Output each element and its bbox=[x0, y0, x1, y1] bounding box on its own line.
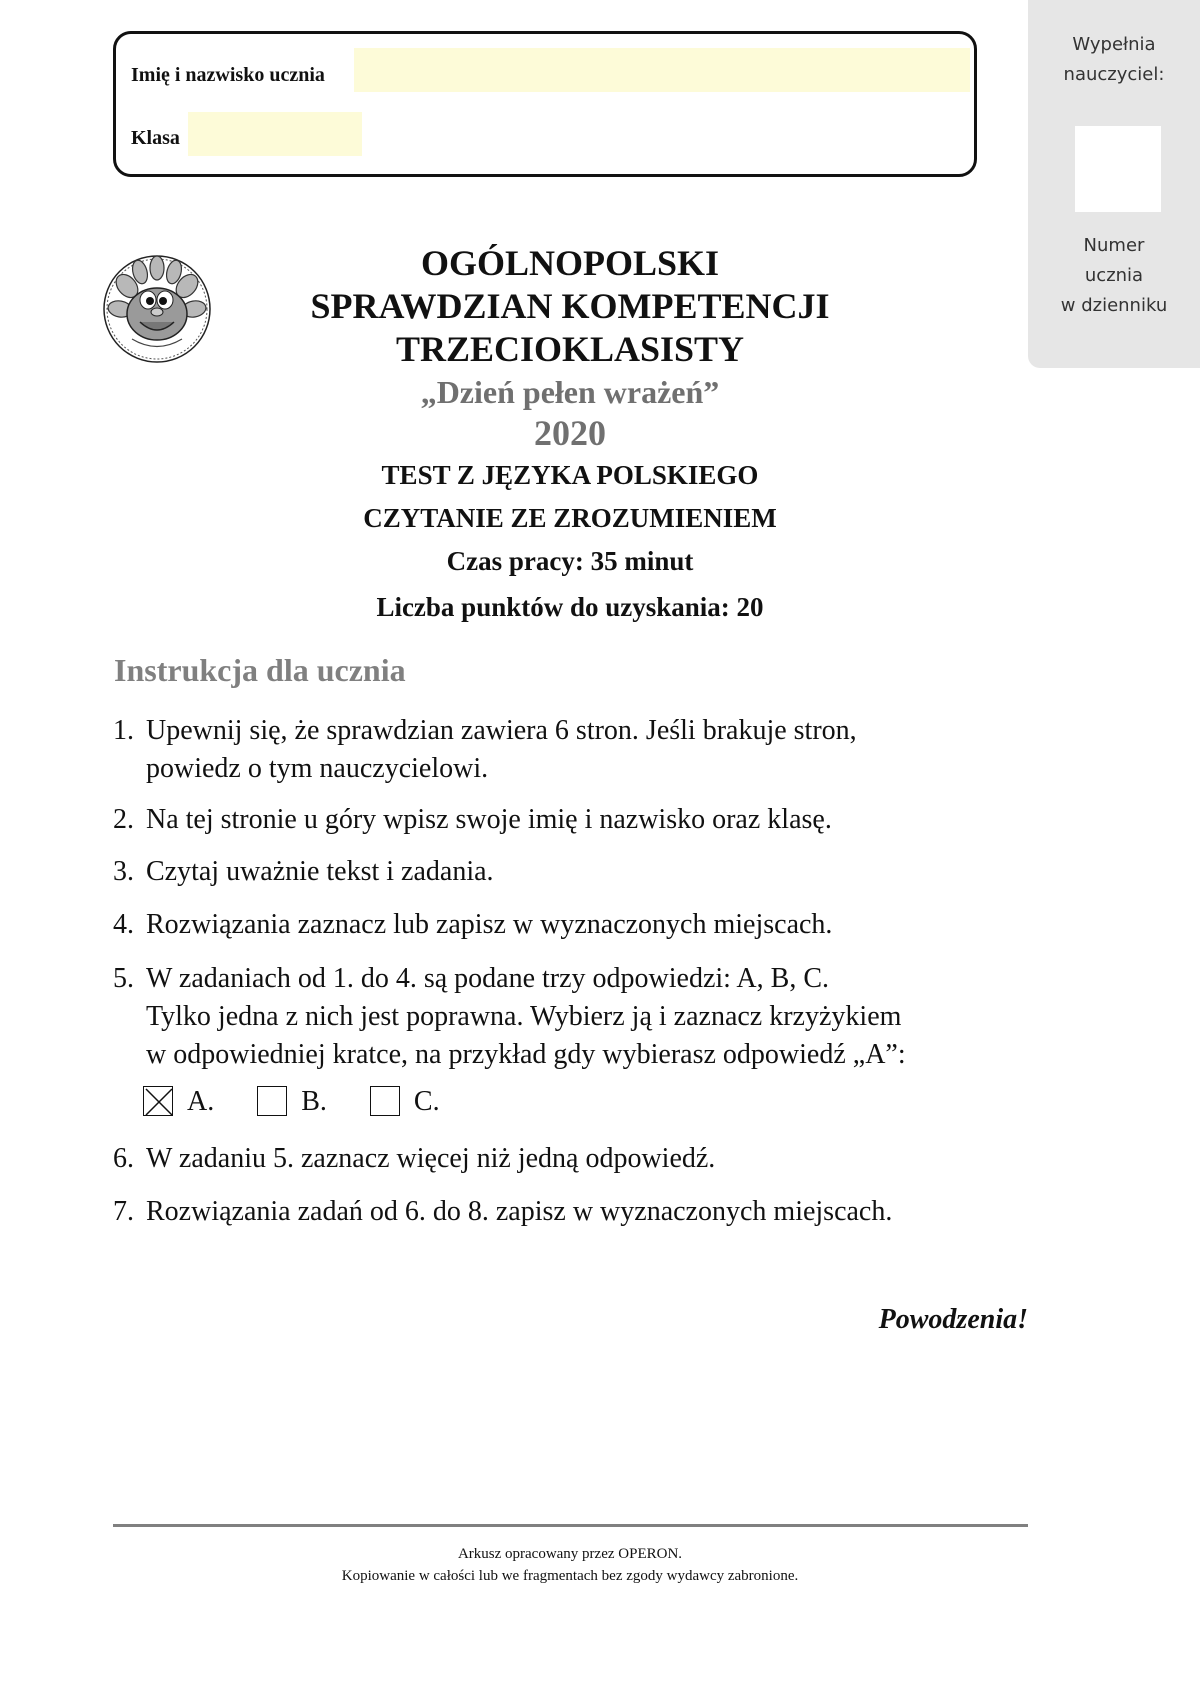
closing-wish: Powodzenia! bbox=[878, 1304, 1028, 1335]
teacher-panel bbox=[1028, 0, 1200, 368]
instruction-item: 3. Czytaj uważnie tekst i zadania. bbox=[113, 856, 494, 887]
footer-publisher: Arkusz opracowany przez OPERON. bbox=[457, 1546, 683, 1562]
instruction-item: 1. Upewnij się, że sprawdzian zawiera 6 stron. Jeśli brakuje stron, powiedz o tym nauczycielowi. bbox=[113, 715, 857, 784]
empty-checkbox-icon bbox=[370, 1086, 400, 1116]
student-number-label-3: w dzienniku bbox=[1060, 295, 1168, 316]
student-number-label-2: ucznia bbox=[1084, 265, 1144, 286]
example-option-b[interactable]: B. bbox=[257, 1086, 327, 1118]
checked-checkbox-icon bbox=[143, 1086, 173, 1116]
example-option-a[interactable]: A. bbox=[143, 1086, 214, 1118]
example-option-c[interactable]: C. bbox=[370, 1086, 440, 1118]
title-year: 2020 bbox=[534, 413, 606, 453]
footer-divider bbox=[113, 1524, 1028, 1527]
student-name-field[interactable] bbox=[354, 48, 970, 92]
empty-checkbox-icon bbox=[257, 1086, 287, 1116]
test-time: Czas pracy: 35 minut bbox=[446, 546, 694, 576]
example-answer-row bbox=[143, 1086, 476, 1126]
student-info-box bbox=[113, 31, 977, 177]
instruction-item: 4. Rozwiązania zaznacz lub zapisz w wyznaczonych miejscach. bbox=[113, 909, 833, 940]
teacher-panel-line1: Wypełnia bbox=[1072, 34, 1156, 55]
student-number-field[interactable] bbox=[1075, 126, 1161, 212]
instruction-item: 5. W zadaniach od 1. do 4. są podane trzy odpowiedzi: A, B, C. Tylko jedna z nich jest poprawna. Wybierz ją i zaznacz krzyżykiem w odpowiedniej kratce, na przykład gdy wybierasz odpowiedź „A”: bbox=[113, 963, 906, 1070]
instructions-heading: Instrukcja dla ucznia bbox=[114, 652, 406, 688]
student-number-label-1: Numer bbox=[1083, 235, 1145, 256]
instruction-item: 6. W zadaniu 5. zaznacz więcej niż jedną odpowiedź. bbox=[113, 1143, 716, 1174]
student-name-label: Imię i nazwisko ucznia bbox=[131, 64, 325, 86]
footer-copyright: Kopiowanie w całości lub we fragmentach bez zgody wydawcy zabronione. bbox=[341, 1568, 799, 1584]
instruction-item: 2. Na tej stronie u góry wpisz swoje imię i nazwisko oraz klasę. bbox=[113, 804, 832, 835]
test-subject: TEST Z JĘZYKA POLSKIEGO bbox=[381, 460, 759, 490]
title-line-2: SPRAWDZIAN KOMPETENCJI bbox=[310, 286, 830, 326]
teacher-panel-line2: nauczyciel: bbox=[1063, 64, 1165, 85]
test-points: Liczba punktów do uzyskania: 20 bbox=[376, 592, 764, 622]
title-motto: „Dzień pełen wrażeń” bbox=[420, 374, 720, 410]
test-section: CZYTANIE ZE ZROZUMIENIEM bbox=[363, 503, 777, 533]
instruction-item: 7. Rozwiązania zadań od 6. do 8. zapisz w wyznaczonych miejscach. bbox=[113, 1196, 893, 1227]
class-label: Klasa bbox=[131, 127, 180, 149]
title-line-1: OGÓLNOPOLSKI bbox=[420, 243, 720, 283]
class-field[interactable] bbox=[188, 112, 362, 156]
title-line-3: TRZECIOKLASISTY bbox=[395, 329, 745, 369]
